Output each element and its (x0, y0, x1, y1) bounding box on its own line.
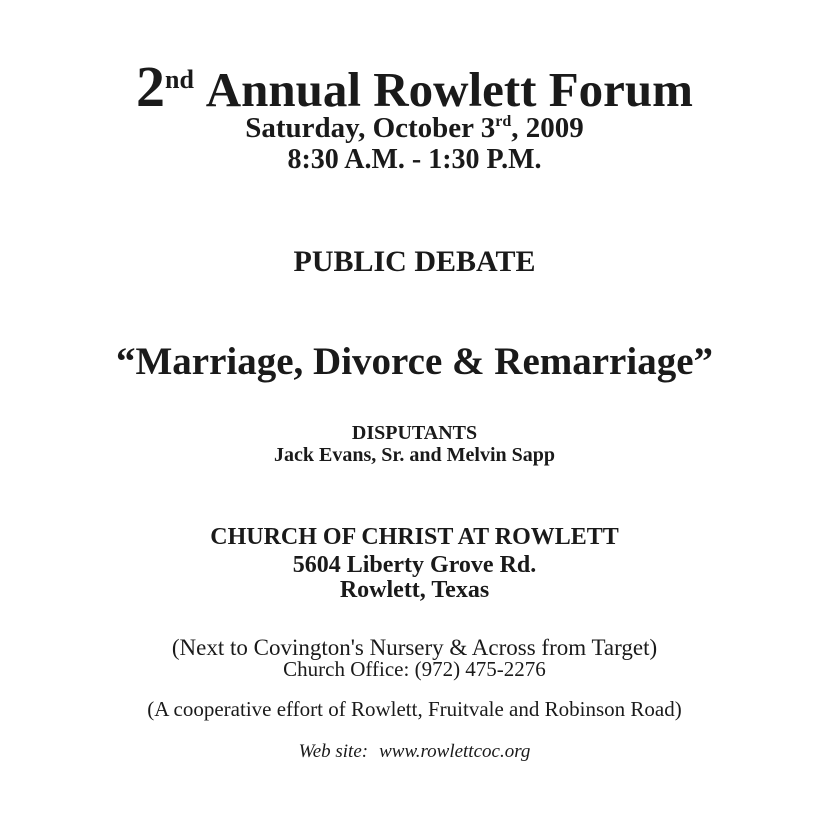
event-time: 8:30 A.M. - 1:30 P.M. (287, 144, 542, 175)
title-number: 2 (136, 54, 166, 119)
event-date (0, 114, 829, 143)
disputants-names: Jack Evans, Sr. and Melvin Sapp (273, 444, 555, 466)
event-type-heading: PUBLIC DEBATE (293, 245, 536, 278)
venue-name: CHURCH OF CHRIST AT ROWLETT (210, 524, 619, 550)
event-title (0, 54, 829, 119)
location-note: (Next to Covington's Nursery & Across from Target) (171, 635, 658, 660)
date-suffix: , 2009 (511, 112, 584, 144)
title-ordinal-superscript: nd (165, 65, 194, 94)
debate-topic: “Marriage, Divorce & Remarriage” (115, 340, 714, 383)
website-line (0, 742, 829, 761)
disputants-heading: DISPUTANTS (351, 422, 478, 444)
date-ordinal-superscript: rd (495, 113, 512, 130)
website-label: Web site: (298, 741, 369, 762)
venue-street-address: 5604 Liberty Grove Rd. (292, 552, 537, 578)
date-prefix: Saturday, October 3 (245, 112, 496, 144)
cooperation-note: (A cooperative effort of Rowlett, Fruitvale and Robinson Road) (147, 697, 682, 721)
website-url: www.rowlettcoc.org (379, 741, 531, 762)
church-office-phone: Church Office: (972) 475-2276 (283, 657, 546, 681)
venue-city-state: Rowlett, Texas (339, 577, 490, 603)
title-text: Annual Rowlett Forum (205, 62, 693, 117)
